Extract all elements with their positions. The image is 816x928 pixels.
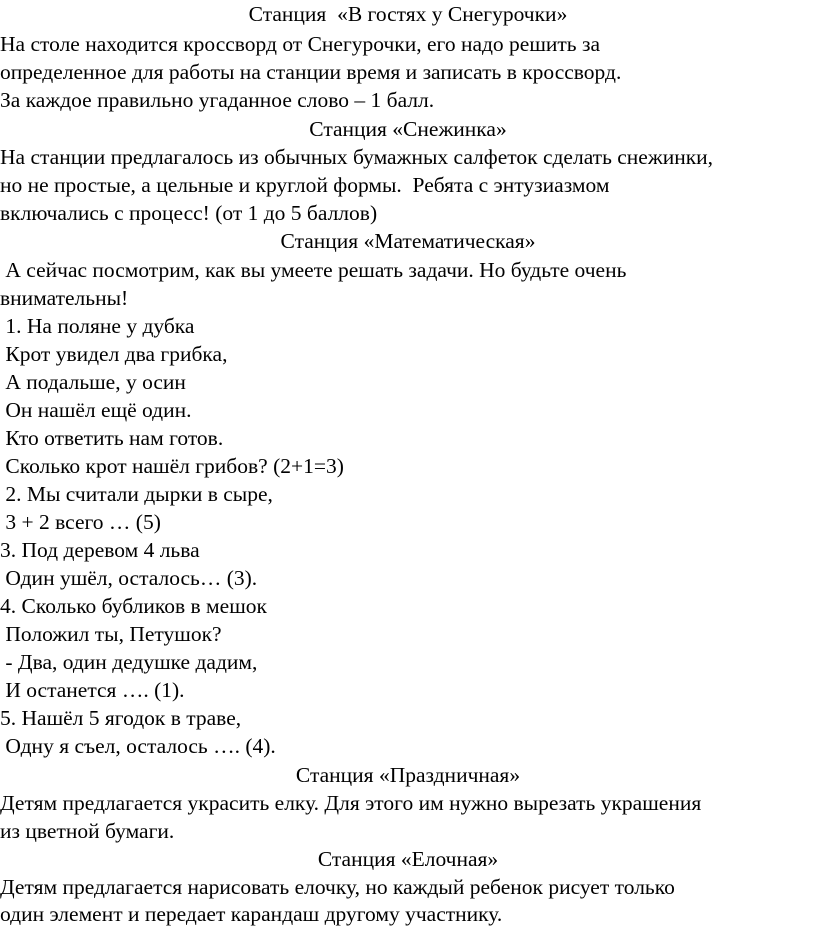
- riddle-line: И останется …. (1).: [0, 678, 185, 702]
- paragraph-line: определенное для работы на станции время и записать в кроссворд.: [0, 60, 622, 84]
- paragraph-line: но не простые, а цельные и круглой формы. Ребята с энтузиазмом: [0, 173, 610, 197]
- riddle-line: Положил ты, Петушок?: [0, 622, 222, 646]
- paragraph-line: Детям предлагается украсить елку. Для этого им нужно вырезать украшения: [0, 791, 702, 815]
- riddle-line: Один ушёл, осталось… (3).: [0, 566, 258, 590]
- station-snezhinka-heading: Станция «Снежинка»: [309, 117, 507, 141]
- riddle-line: - Два, один дедушке дадим,: [0, 650, 258, 674]
- riddle-line: 2. Мы считали дырки в сыре,: [0, 482, 273, 506]
- paragraph-line: Детям предлагается нарисовать елочку, но каждый ребенок рисует только: [0, 875, 675, 899]
- station-snegurochka-heading: Станция «В гостях у Снегурочки»: [248, 2, 568, 26]
- riddle-line: Кто ответить нам готов.: [0, 426, 224, 450]
- paragraph-line: внимательны!: [0, 286, 129, 310]
- riddle-line: Одну я съел, осталось …. (4).: [0, 734, 276, 758]
- station-prazdnichnaya-heading: Станция «Праздничная»: [295, 763, 521, 787]
- paragraph-line: один элемент и передает карандаш другому участнику.: [0, 902, 503, 926]
- riddle-line: Сколько крот нашёл грибов? (2+1=3): [0, 454, 344, 478]
- riddle-line: Он нашёл ещё один.: [0, 398, 192, 422]
- station-elochnaya-heading: Станция «Елочная»: [317, 847, 499, 871]
- riddle-line: 1. На поляне у дубка: [0, 314, 195, 338]
- riddle-line: Крот увидел два грибка,: [0, 342, 228, 366]
- paragraph-line: На станции предлагалось из обычных бумажных салфеток сделать снежинки,: [0, 145, 714, 169]
- paragraph-line: За каждое правильно угаданное слово – 1 балл.: [0, 88, 435, 112]
- riddle-line: 3 + 2 всего … (5): [0, 510, 161, 534]
- riddle-line: 5. Нашёл 5 ягодок в траве,: [0, 706, 242, 730]
- paragraph-line: А сейчас посмотрим, как вы умеете решать задачи. Но будьте очень: [0, 258, 627, 282]
- paragraph-line: На столе находится кроссворд от Снегурочки, его надо решить за: [0, 32, 601, 56]
- station-matematicheskaya-heading: Станция «Математическая»: [280, 229, 536, 253]
- paragraph-line: из цветной бумаги.: [0, 819, 175, 843]
- riddle-line: А подальше, у осин: [0, 370, 186, 394]
- riddle-line: 4. Сколько бубликов в мешок: [0, 594, 267, 618]
- paragraph-line: включались с процесс! (от 1 до 5 баллов): [0, 201, 378, 225]
- riddle-line: 3. Под деревом 4 льва: [0, 538, 200, 562]
